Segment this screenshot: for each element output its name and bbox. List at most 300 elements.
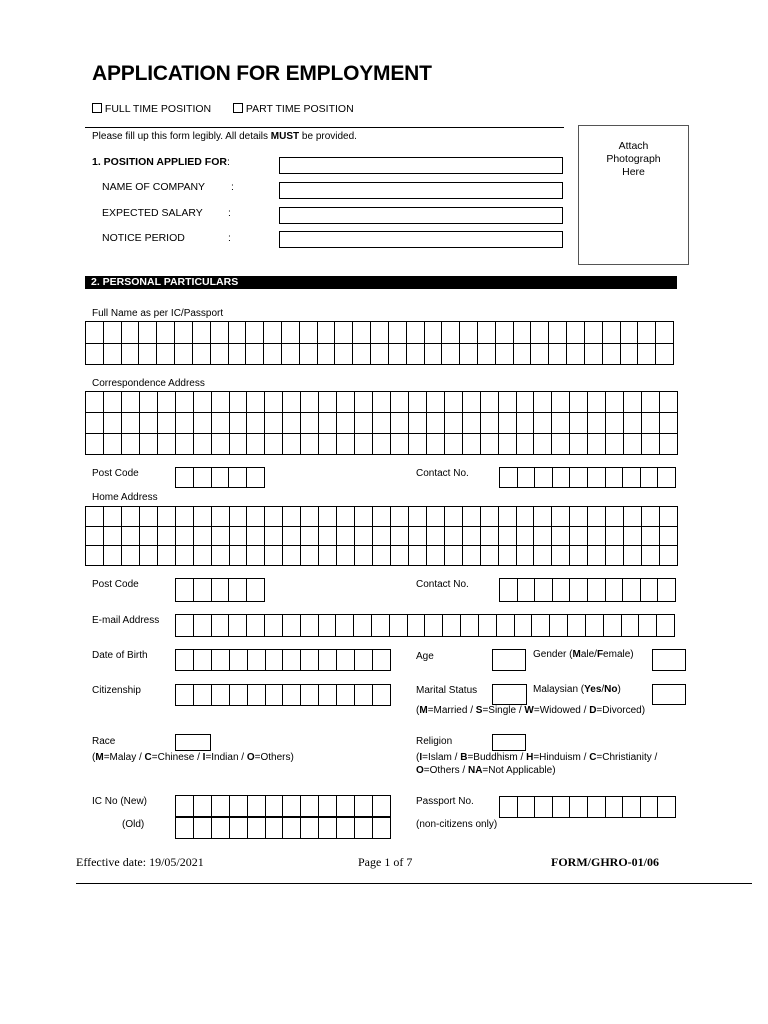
char-cell[interactable] [176,527,194,547]
char-cell[interactable] [499,392,517,413]
char-cell[interactable] [624,434,642,455]
char-cell[interactable] [122,507,140,527]
char-cell[interactable] [642,507,660,527]
char-cell[interactable] [265,615,283,637]
char-cell[interactable] [409,507,427,527]
char-cell[interactable] [642,392,660,413]
char-cell[interactable] [389,344,407,366]
char-cell[interactable] [391,507,409,527]
char-cell[interactable] [389,322,407,344]
char-cell[interactable] [409,392,427,413]
char-cell[interactable] [104,546,122,566]
char-cell[interactable] [158,527,176,547]
religion-input[interactable] [492,734,526,751]
char-cell[interactable] [549,322,567,344]
char-cell[interactable] [638,344,656,366]
part-time-option[interactable] [233,103,354,115]
char-cell[interactable] [212,579,230,602]
char-cell[interactable] [442,344,460,366]
char-cell[interactable] [568,615,586,637]
char-cell[interactable] [585,322,603,344]
char-cell[interactable] [283,527,301,547]
char-cell[interactable] [660,527,678,547]
char-cell[interactable] [104,434,122,455]
gender-input[interactable] [652,649,686,671]
char-cell[interactable] [247,527,265,547]
char-cell[interactable] [499,413,517,434]
char-cell[interactable] [194,546,212,566]
char-cell[interactable] [319,413,337,434]
char-cell[interactable] [248,685,266,706]
char-cell[interactable] [535,797,553,818]
char-cell[interactable] [122,413,140,434]
char-cell[interactable] [229,468,247,488]
char-cell[interactable] [658,579,676,602]
char-cell[interactable] [212,650,230,671]
char-cell[interactable] [355,434,373,455]
char-cell[interactable] [463,392,481,413]
char-cell[interactable] [194,468,212,488]
char-cell[interactable] [157,322,175,344]
char-cell[interactable] [212,434,230,455]
char-cell[interactable] [567,344,585,366]
char-cell[interactable] [229,322,247,344]
char-cell[interactable] [499,507,517,527]
char-cell[interactable] [427,434,445,455]
char-cell[interactable] [194,796,212,817]
char-cell[interactable] [86,507,104,527]
dob-grid[interactable] [175,649,391,671]
char-cell[interactable] [211,344,229,366]
char-cell[interactable] [409,527,427,547]
char-cell[interactable] [604,615,622,637]
char-cell[interactable] [425,322,443,344]
char-cell[interactable] [139,322,157,344]
char-cell[interactable] [355,546,373,566]
char-cell[interactable] [461,615,479,637]
char-cell[interactable] [445,392,463,413]
char-cell[interactable] [552,434,570,455]
char-cell[interactable] [248,818,266,839]
char-cell[interactable] [283,546,301,566]
char-cell[interactable] [534,392,552,413]
char-cell[interactable] [229,344,247,366]
char-cell[interactable] [246,344,264,366]
char-cell[interactable] [176,546,194,566]
char-cell[interactable] [622,615,640,637]
char-cell[interactable] [265,413,283,434]
char-cell[interactable] [517,392,535,413]
char-cell[interactable] [319,818,337,839]
char-cell[interactable] [552,413,570,434]
char-cell[interactable] [660,413,678,434]
char-cell[interactable] [176,796,194,817]
position-applied-input[interactable] [279,157,563,174]
char-cell[interactable] [176,650,194,671]
char-cell[interactable] [139,344,157,366]
char-cell[interactable] [463,413,481,434]
char-cell[interactable] [211,322,229,344]
char-cell[interactable] [247,392,265,413]
char-cell[interactable] [445,546,463,566]
char-cell[interactable] [603,344,621,366]
char-cell[interactable] [481,434,499,455]
char-cell[interactable] [194,650,212,671]
ic-new-grid[interactable] [175,795,391,817]
salary-input[interactable] [279,207,563,224]
char-cell[interactable] [230,527,248,547]
char-cell[interactable] [638,322,656,344]
char-cell[interactable] [656,322,674,344]
char-cell[interactable] [246,322,264,344]
char-cell[interactable] [283,434,301,455]
char-cell[interactable] [158,392,176,413]
char-cell[interactable] [606,413,624,434]
char-cell[interactable] [445,507,463,527]
age-input[interactable] [492,649,526,671]
char-cell[interactable] [460,344,478,366]
char-cell[interactable] [553,468,571,488]
char-cell[interactable] [319,527,337,547]
char-cell[interactable] [442,322,460,344]
marital-input[interactable] [492,684,527,705]
char-cell[interactable] [212,527,230,547]
char-cell[interactable] [588,507,606,527]
passport-grid[interactable] [499,796,676,818]
char-cell[interactable] [550,615,568,637]
char-cell[interactable] [176,615,194,637]
char-cell[interactable] [481,527,499,547]
char-cell[interactable] [500,797,518,818]
char-cell[interactable] [176,507,194,527]
char-cell[interactable] [176,579,194,602]
char-cell[interactable] [518,468,536,488]
char-cell[interactable] [552,527,570,547]
char-cell[interactable] [194,413,212,434]
char-cell[interactable] [517,434,535,455]
char-cell[interactable] [318,344,336,366]
char-cell[interactable] [282,344,300,366]
char-cell[interactable] [212,413,230,434]
char-cell[interactable] [463,434,481,455]
char-cell[interactable] [301,615,319,637]
char-cell[interactable] [194,527,212,547]
char-cell[interactable] [531,344,549,366]
char-cell[interactable] [319,650,337,671]
char-cell[interactable] [642,527,660,547]
char-cell[interactable] [230,392,248,413]
char-cell[interactable] [301,507,319,527]
char-cell[interactable] [335,322,353,344]
char-cell[interactable] [443,615,461,637]
char-cell[interactable] [230,796,248,817]
char-cell[interactable] [176,818,194,839]
char-cell[interactable] [140,434,158,455]
char-cell[interactable] [606,546,624,566]
char-cell[interactable] [500,579,518,602]
ic-old-grid[interactable] [175,817,391,839]
char-cell[interactable] [355,413,373,434]
char-cell[interactable] [517,527,535,547]
char-cell[interactable] [266,685,284,706]
char-cell[interactable] [409,413,427,434]
char-cell[interactable] [229,579,247,602]
char-cell[interactable] [445,527,463,547]
char-cell[interactable] [570,527,588,547]
char-cell[interactable] [660,546,678,566]
notice-input[interactable] [279,231,563,248]
char-cell[interactable] [104,322,122,344]
char-cell[interactable] [337,392,355,413]
char-cell[interactable] [408,615,426,637]
char-cell[interactable] [265,434,283,455]
char-cell[interactable] [478,322,496,344]
char-cell[interactable] [624,527,642,547]
char-cell[interactable] [606,507,624,527]
char-cell[interactable] [460,322,478,344]
char-cell[interactable] [319,392,337,413]
char-cell[interactable] [229,615,247,637]
char-cell[interactable] [552,546,570,566]
char-cell[interactable] [606,579,624,602]
char-cell[interactable] [283,650,301,671]
char-cell[interactable] [140,392,158,413]
char-cell[interactable] [104,344,122,366]
char-cell[interactable] [86,392,104,413]
char-cell[interactable] [499,546,517,566]
char-cell[interactable] [552,392,570,413]
char-cell[interactable] [176,468,194,488]
char-cell[interactable] [104,413,122,434]
char-cell[interactable] [534,527,552,547]
char-cell[interactable] [301,527,319,547]
char-cell[interactable] [585,344,603,366]
char-cell[interactable] [409,434,427,455]
char-cell[interactable] [657,615,675,637]
char-cell[interactable] [606,434,624,455]
contact-grid[interactable] [499,467,676,488]
char-cell[interactable] [337,685,355,706]
char-cell[interactable] [354,615,372,637]
char-cell[interactable] [603,322,621,344]
char-cell[interactable] [606,392,624,413]
char-cell[interactable] [355,650,373,671]
char-cell[interactable] [300,344,318,366]
char-cell[interactable] [337,434,355,455]
char-cell[interactable] [230,546,248,566]
char-cell[interactable] [301,413,319,434]
char-cell[interactable] [283,685,301,706]
char-cell[interactable] [301,685,319,706]
char-cell[interactable] [266,818,284,839]
char-cell[interactable] [194,818,212,839]
char-cell[interactable] [641,579,659,602]
char-cell[interactable] [194,392,212,413]
char-cell[interactable] [264,344,282,366]
char-cell[interactable] [247,507,265,527]
char-cell[interactable] [283,615,301,637]
char-cell[interactable] [373,818,391,839]
char-cell[interactable] [247,579,265,602]
char-cell[interactable] [158,413,176,434]
post-code-grid[interactable] [175,467,265,488]
char-cell[interactable] [176,434,194,455]
char-cell[interactable] [624,392,642,413]
char-cell[interactable] [624,546,642,566]
char-cell[interactable] [499,527,517,547]
char-cell[interactable] [283,413,301,434]
char-cell[interactable] [301,796,319,817]
char-cell[interactable] [481,546,499,566]
char-cell[interactable] [212,615,230,637]
char-cell[interactable] [642,546,660,566]
char-cell[interactable] [588,392,606,413]
char-cell[interactable] [336,615,354,637]
char-cell[interactable] [534,413,552,434]
char-cell[interactable] [264,322,282,344]
char-cell[interactable] [606,797,624,818]
char-cell[interactable] [427,527,445,547]
malaysian-input[interactable] [652,684,686,705]
citizenship-grid[interactable] [175,684,391,706]
char-cell[interactable] [337,507,355,527]
char-cell[interactable] [500,468,518,488]
char-cell[interactable] [212,392,230,413]
char-cell[interactable] [588,468,606,488]
char-cell[interactable] [531,322,549,344]
char-cell[interactable] [499,434,517,455]
home-address-grid[interactable] [85,506,678,566]
char-cell[interactable] [496,344,514,366]
char-cell[interactable] [660,392,678,413]
char-cell[interactable] [318,322,336,344]
char-cell[interactable] [373,392,391,413]
char-cell[interactable] [247,434,265,455]
char-cell[interactable] [194,434,212,455]
char-cell[interactable] [104,392,122,413]
char-cell[interactable] [355,818,373,839]
char-cell[interactable] [301,818,319,839]
char-cell[interactable] [553,797,571,818]
char-cell[interactable] [373,413,391,434]
char-cell[interactable] [265,392,283,413]
char-cell[interactable] [517,413,535,434]
char-cell[interactable] [496,322,514,344]
photo-box[interactable] [578,125,689,265]
char-cell[interactable] [481,413,499,434]
part-time-checkbox[interactable] [233,103,243,113]
char-cell[interactable] [409,546,427,566]
char-cell[interactable] [122,546,140,566]
char-cell[interactable] [86,322,104,344]
char-cell[interactable] [282,322,300,344]
char-cell[interactable] [570,797,588,818]
home-post-code-grid[interactable] [175,578,265,602]
char-cell[interactable] [371,344,389,366]
char-cell[interactable] [122,392,140,413]
char-cell[interactable] [193,344,211,366]
full-time-checkbox[interactable] [92,103,102,113]
char-cell[interactable] [122,344,140,366]
char-cell[interactable] [641,797,659,818]
char-cell[interactable] [265,527,283,547]
char-cell[interactable] [122,322,140,344]
char-cell[interactable] [518,579,536,602]
char-cell[interactable] [534,507,552,527]
char-cell[interactable] [248,796,266,817]
char-cell[interactable] [390,615,408,637]
char-cell[interactable] [660,507,678,527]
char-cell[interactable] [353,344,371,366]
char-cell[interactable] [319,434,337,455]
char-cell[interactable] [373,527,391,547]
char-cell[interactable] [514,344,532,366]
char-cell[interactable] [319,507,337,527]
char-cell[interactable] [535,468,553,488]
char-cell[interactable] [567,322,585,344]
char-cell[interactable] [588,797,606,818]
correspondence-address-grid[interactable] [85,391,678,455]
char-cell[interactable] [445,413,463,434]
char-cell[interactable] [497,615,515,637]
char-cell[interactable] [266,650,284,671]
char-cell[interactable] [176,413,194,434]
char-cell[interactable] [515,615,533,637]
char-cell[interactable] [623,797,641,818]
char-cell[interactable] [623,579,641,602]
char-cell[interactable] [158,434,176,455]
email-grid[interactable] [175,614,675,637]
char-cell[interactable] [481,392,499,413]
char-cell[interactable] [212,796,230,817]
char-cell[interactable] [194,615,212,637]
char-cell[interactable] [517,507,535,527]
char-cell[interactable] [621,344,639,366]
char-cell[interactable] [532,615,550,637]
char-cell[interactable] [247,546,265,566]
char-cell[interactable] [407,322,425,344]
char-cell[interactable] [355,507,373,527]
char-cell[interactable] [606,468,624,488]
char-cell[interactable] [319,796,337,817]
char-cell[interactable] [265,546,283,566]
char-cell[interactable] [175,344,193,366]
char-cell[interactable] [337,527,355,547]
char-cell[interactable] [86,527,104,547]
char-cell[interactable] [407,344,425,366]
char-cell[interactable] [570,546,588,566]
char-cell[interactable] [337,413,355,434]
char-cell[interactable] [478,344,496,366]
char-cell[interactable] [319,546,337,566]
char-cell[interactable] [355,685,373,706]
char-cell[interactable] [586,615,604,637]
full-name-grid[interactable] [85,321,674,365]
char-cell[interactable] [212,818,230,839]
char-cell[interactable] [104,507,122,527]
char-cell[interactable] [656,344,674,366]
char-cell[interactable] [175,322,193,344]
char-cell[interactable] [642,434,660,455]
char-cell[interactable] [247,413,265,434]
char-cell[interactable] [658,797,676,818]
char-cell[interactable] [140,527,158,547]
char-cell[interactable] [176,685,194,706]
char-cell[interactable] [301,392,319,413]
char-cell[interactable] [158,507,176,527]
char-cell[interactable] [230,650,248,671]
char-cell[interactable] [623,468,641,488]
